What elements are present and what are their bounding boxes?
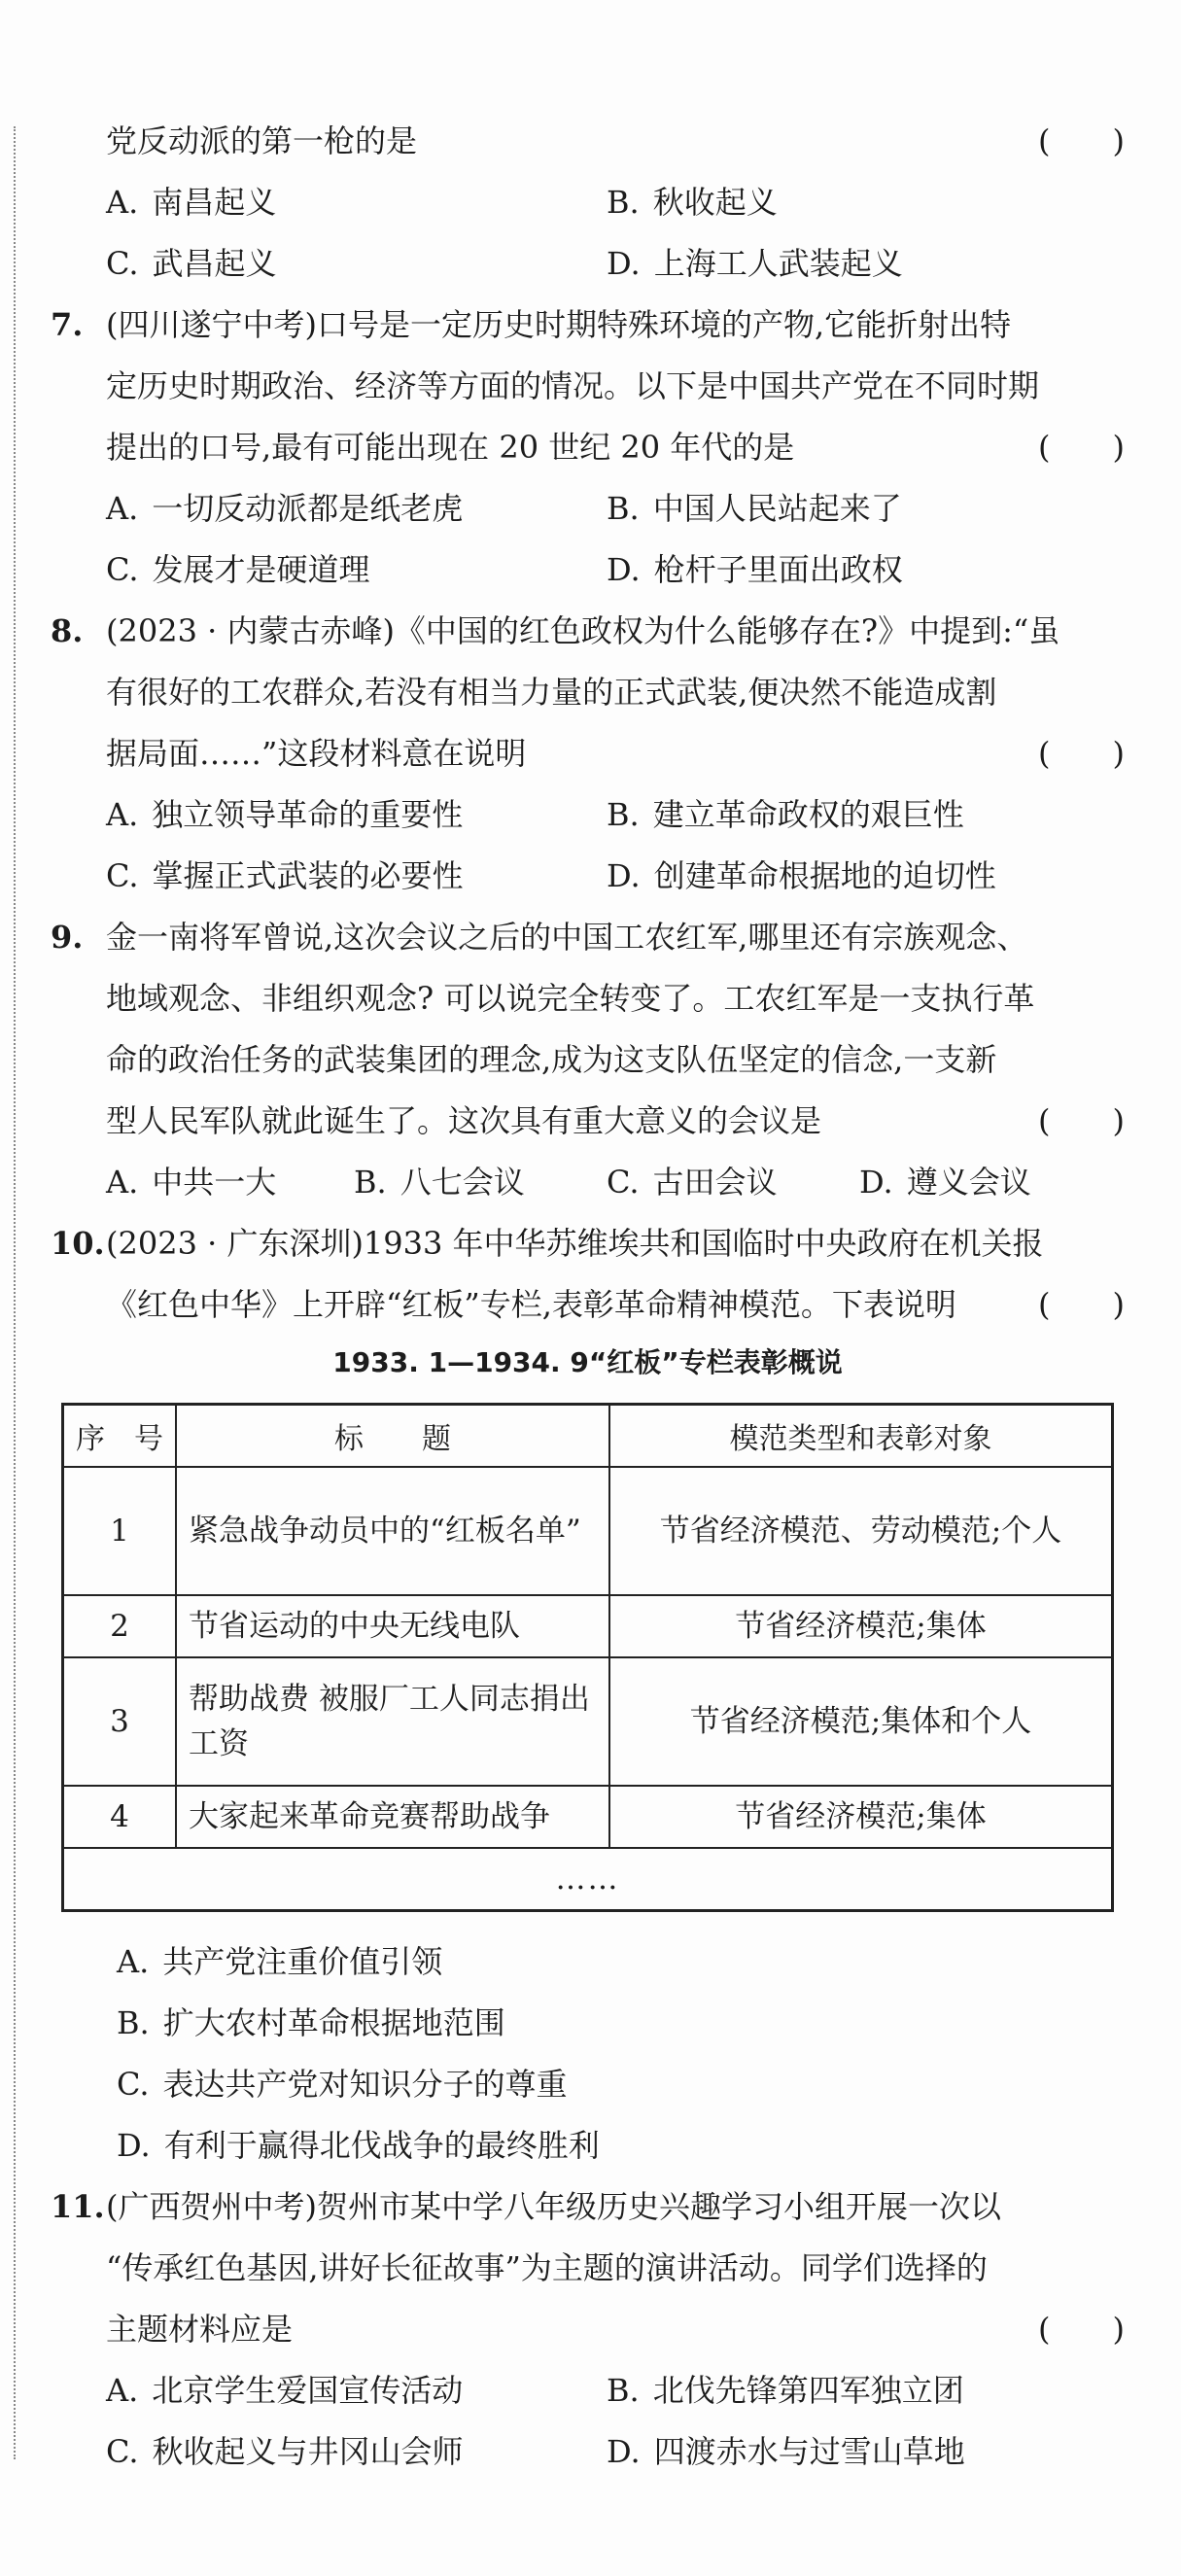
cell-model-type: 节省经济模范;集体	[609, 1595, 1113, 1657]
q10-stem-line: (2023 · 广东深圳)1933 年中华苏维埃共和国临时中央政府在机关报	[106, 1225, 1044, 1262]
cell-number: 3	[63, 1657, 177, 1786]
cell-model-type: 节省经济模范、劳动模范;个人	[609, 1467, 1113, 1595]
q10-answer-paren[interactable]: ( )	[1038, 1286, 1125, 1323]
q7-option-d[interactable]: D. 枪杆子里面出政权	[607, 551, 903, 588]
q11-stem-line: 主题材料应是 ( )	[106, 2307, 1125, 2351]
table-row	[63, 1657, 1113, 1786]
q6-stem-tail: 党反动派的第一枪的是 ( )	[106, 119, 1125, 163]
q9-answer-paren[interactable]: ( )	[1038, 1102, 1125, 1139]
q7-stem-line: (四川遂宁中考)口号是一定历史时期特殊环境的产物,它能折射出特	[106, 306, 1012, 343]
cell-title: 大家起来革命竞赛帮助战争	[176, 1786, 609, 1848]
cell-title: 节省运动的中央无线电队	[176, 1595, 609, 1657]
q8-stem-line: 有很好的工农群众,若没有相当力量的正式武装,便决然不能造成割	[106, 674, 997, 711]
table-row	[63, 1786, 1113, 1848]
q9-option-d[interactable]: D. 遵义会议	[859, 1164, 1031, 1201]
q10-option-a[interactable]: A. 共产党注重价值引领	[117, 1943, 443, 1980]
q7-stem-line: 提出的口号,最有可能出现在 20 世纪 20 年代的是 ( )	[106, 425, 1125, 470]
q8-stem-line: 据局面……”这段材料意在说明 ( )	[106, 731, 1125, 776]
q6-option-b[interactable]: B. 秋收起义	[607, 184, 778, 221]
q10-stem-line: 《红色中华》上开辟“红板”专栏,表彰革命精神模范。下表说明 ( )	[106, 1282, 1125, 1327]
q9-option-a[interactable]: A. 中共一大	[106, 1164, 277, 1201]
q8-option-b[interactable]: B. 建立革命政权的艰巨性	[607, 796, 964, 833]
q8-option-d[interactable]: D. 创建革命根据地的迫切性	[607, 857, 996, 894]
q7-option-c[interactable]: C. 发展才是硬道理	[106, 551, 370, 588]
cell-number: 1	[63, 1467, 177, 1595]
red-board-table	[61, 1403, 1114, 1912]
q10-option-c[interactable]: C. 表达共产党对知识分子的尊重	[117, 2066, 568, 2103]
q7-option-b[interactable]: B. 中国人民站起来了	[607, 490, 902, 527]
cell-ellipsis: ……	[63, 1848, 1113, 1911]
q8-answer-paren[interactable]: ( )	[1038, 735, 1125, 772]
q9-stem-line: 型人民军队就此诞生了。这次具有重大意义的会议是 ( )	[106, 1098, 1125, 1143]
q6-option-a[interactable]: A. 南昌起义	[106, 184, 277, 221]
q7-option-a[interactable]: A. 一切反动派都是纸老虎	[106, 490, 464, 527]
col-header-number: 序 号	[63, 1405, 177, 1468]
q6-option-d[interactable]: D. 上海工人武装起义	[607, 245, 903, 282]
q9-option-c[interactable]: C. 古田会议	[607, 1164, 778, 1201]
table-caption: 1933. 1—1934. 9“红板”专栏表彰概说	[332, 1346, 843, 1378]
q6-option-c[interactable]: C. 武昌起义	[106, 245, 277, 282]
cell-model-type: 节省经济模范;集体和个人	[609, 1657, 1113, 1786]
q11-option-b[interactable]: B. 北伐先锋第四军独立团	[607, 2372, 964, 2409]
q11-answer-paren[interactable]: ( )	[1038, 2311, 1125, 2348]
q11-stem-line: “传承红色基因,讲好长征故事”为主题的演讲活动。同学们选择的	[106, 2249, 988, 2286]
cell-title: 紧急战争动员中的“红板名单”	[176, 1467, 609, 1595]
q7-stem-line: 定历史时期政治、经济等方面的情况。以下是中国共产党在不同时期	[106, 367, 1040, 404]
q6-answer-paren[interactable]: ( )	[1038, 122, 1125, 159]
q9-stem-line: 命的政治任务的武装集团的理念,成为这支队伍坚定的信念,一支新	[106, 1041, 997, 1078]
q11-option-d[interactable]: D. 四渡赤水与过雪山草地	[607, 2433, 965, 2470]
q8-stem-line: (2023 · 内蒙古赤峰)《中国的红色政权为什么能够存在?》中提到:“虽	[106, 612, 1060, 649]
q9-stem-line: 地域观念、非组织观念? 可以说完全转变了。工农红军是一支执行革	[106, 980, 1035, 1017]
table-row	[63, 1467, 1113, 1595]
table-header-row	[63, 1405, 1113, 1468]
q11-stem-line: (广西贺州中考)贺州市某中学八年级历史兴趣学习小组开展一次以	[106, 2188, 1001, 2225]
q10-option-b[interactable]: B. 扩大农村革命根据地范围	[117, 2004, 505, 2041]
table-row	[63, 1595, 1113, 1657]
margin-dotted-rule	[14, 126, 16, 2459]
cell-number: 4	[63, 1786, 177, 1848]
col-header-model-type: 模范类型和表彰对象	[609, 1405, 1113, 1468]
cell-number: 2	[63, 1595, 177, 1657]
q9-stem-line: 金一南将军曾说,这次会议之后的中国工农红军,哪里还有宗族观念、	[106, 919, 1028, 956]
q8-option-a[interactable]: A. 独立领导革命的重要性	[106, 796, 464, 833]
q9-option-b[interactable]: B. 八七会议	[354, 1164, 525, 1201]
q11-option-c[interactable]: C. 秋收起义与井冈山会师	[106, 2433, 464, 2470]
cell-model-type: 节省经济模范;集体	[609, 1786, 1113, 1848]
q8-option-c[interactable]: C. 掌握正式武装的必要性	[106, 857, 464, 894]
q10-option-d[interactable]: D. 有利于赢得北伐战争的最终胜利	[117, 2127, 600, 2164]
table-ellipsis-row	[63, 1848, 1113, 1911]
cell-title: 帮助战费 被服厂工人同志捐出工资	[176, 1657, 609, 1786]
col-header-title: 标 题	[176, 1405, 609, 1468]
q7-answer-paren[interactable]: ( )	[1038, 429, 1125, 466]
q11-option-a[interactable]: A. 北京学生爱国宣传活动	[106, 2372, 464, 2409]
